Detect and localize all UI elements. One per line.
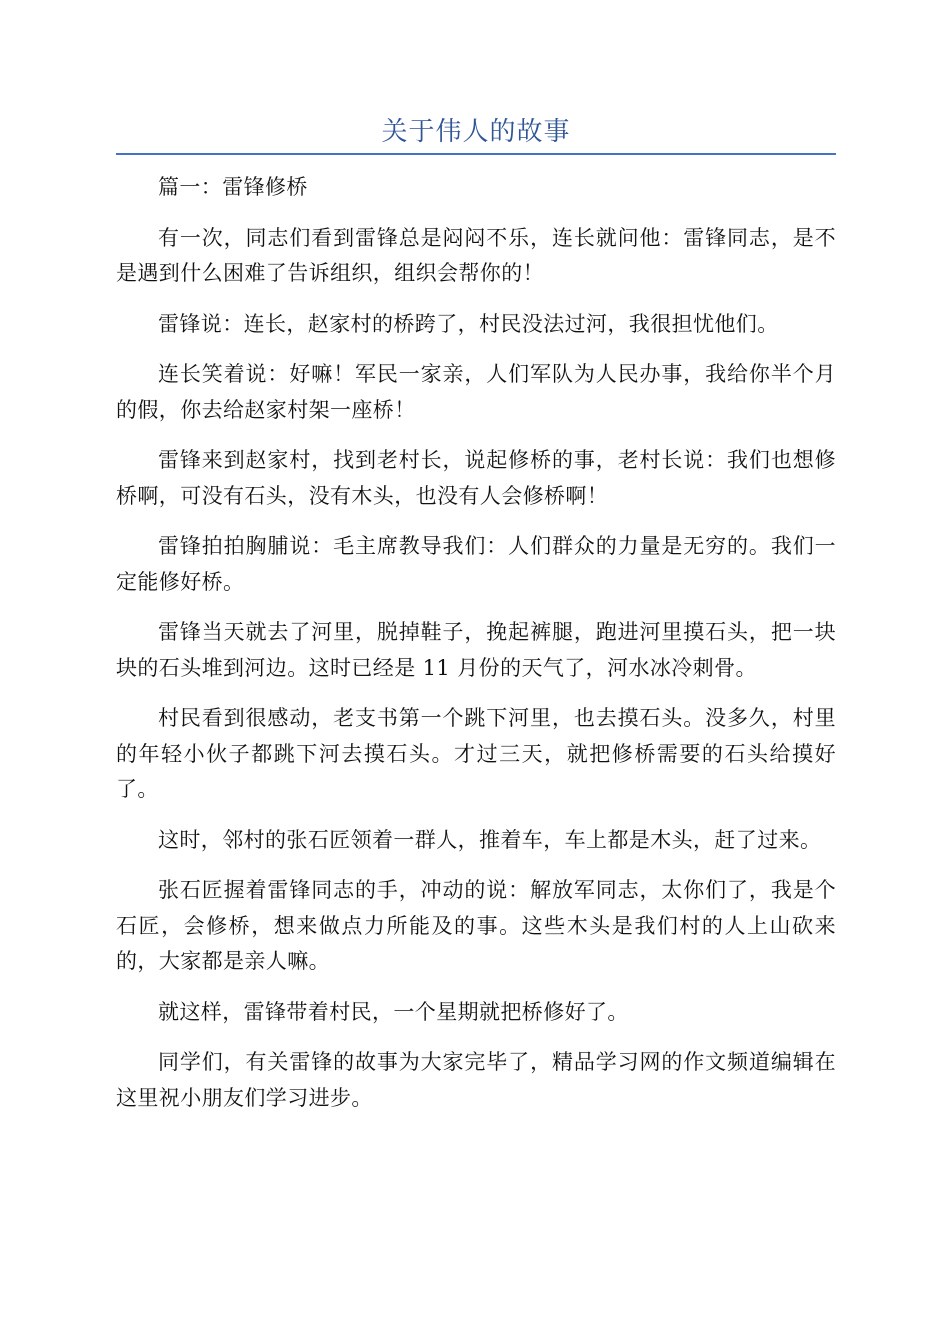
paragraph: 同学们，有关雷锋的故事为大家完毕了，精品学习网的作文频道编辑在这里祝小朋友们学习进步。 [116, 1050, 836, 1110]
paragraph: 有一次，同志们看到雷锋总是闷闷不乐，连长就问他：雷锋同志，是不是遇到什么困难了告诉组织，组织会帮你的！ [116, 225, 836, 285]
paragraph: 就这样，雷锋带着村民，一个星期就把桥修好了。 [158, 999, 629, 1024]
paragraph: 村民看到很感动，老支书第一个跳下河里，也去摸石头。没多久，村里的年轻小伙子都跳下河去摸石头。才过三天，就把修桥需要的石头给摸好了。 [116, 706, 836, 801]
paragraph: 雷锋拍拍胸脯说：毛主席教导我们：人们群众的力量是无穷的。我们一定能修好桥。 [116, 534, 836, 594]
document-body [116, 170, 836, 1131]
paragraph: 这时，邻村的张石匠领着一群人，推着车，车上都是木头，赶了过来。 [158, 827, 822, 852]
paragraph: 雷锋来到赵家村，找到老村长，说起修桥的事，老村长说：我们也想修桥啊，可没有石头，没有木头，也没有人会修桥啊！ [116, 448, 836, 508]
paragraph: 雷锋当天就去了河里，脱掉鞋子，挽起裤腿，跑进河里摸石头，把一块块的石头堆到河边。这时已经是 11 月份的天气了，河水冰冷刺骨。 [116, 620, 836, 680]
paragraph: 连长笑着说：好嘛！军民一家亲，人们军队为人民办事，我给你半个月的假，你去给赵家村架一座桥！ [116, 362, 836, 422]
paragraph: 雷锋说：连长，赵家村的桥跨了，村民没法过河，我很担忧他们。 [158, 311, 779, 336]
document-title: 关于伟人的故事 [381, 117, 571, 147]
paragraph: 张石匠握着雷锋同志的手，冲动的说：解放军同志，太你们了，我是个石匠，会修桥，想来做点力所能及的事。这些木头是我们村的人上山砍来的，大家都是亲人嘛。 [116, 878, 836, 973]
section-heading: 篇一：雷锋修桥 [158, 175, 308, 199]
title-underline [116, 153, 836, 155]
